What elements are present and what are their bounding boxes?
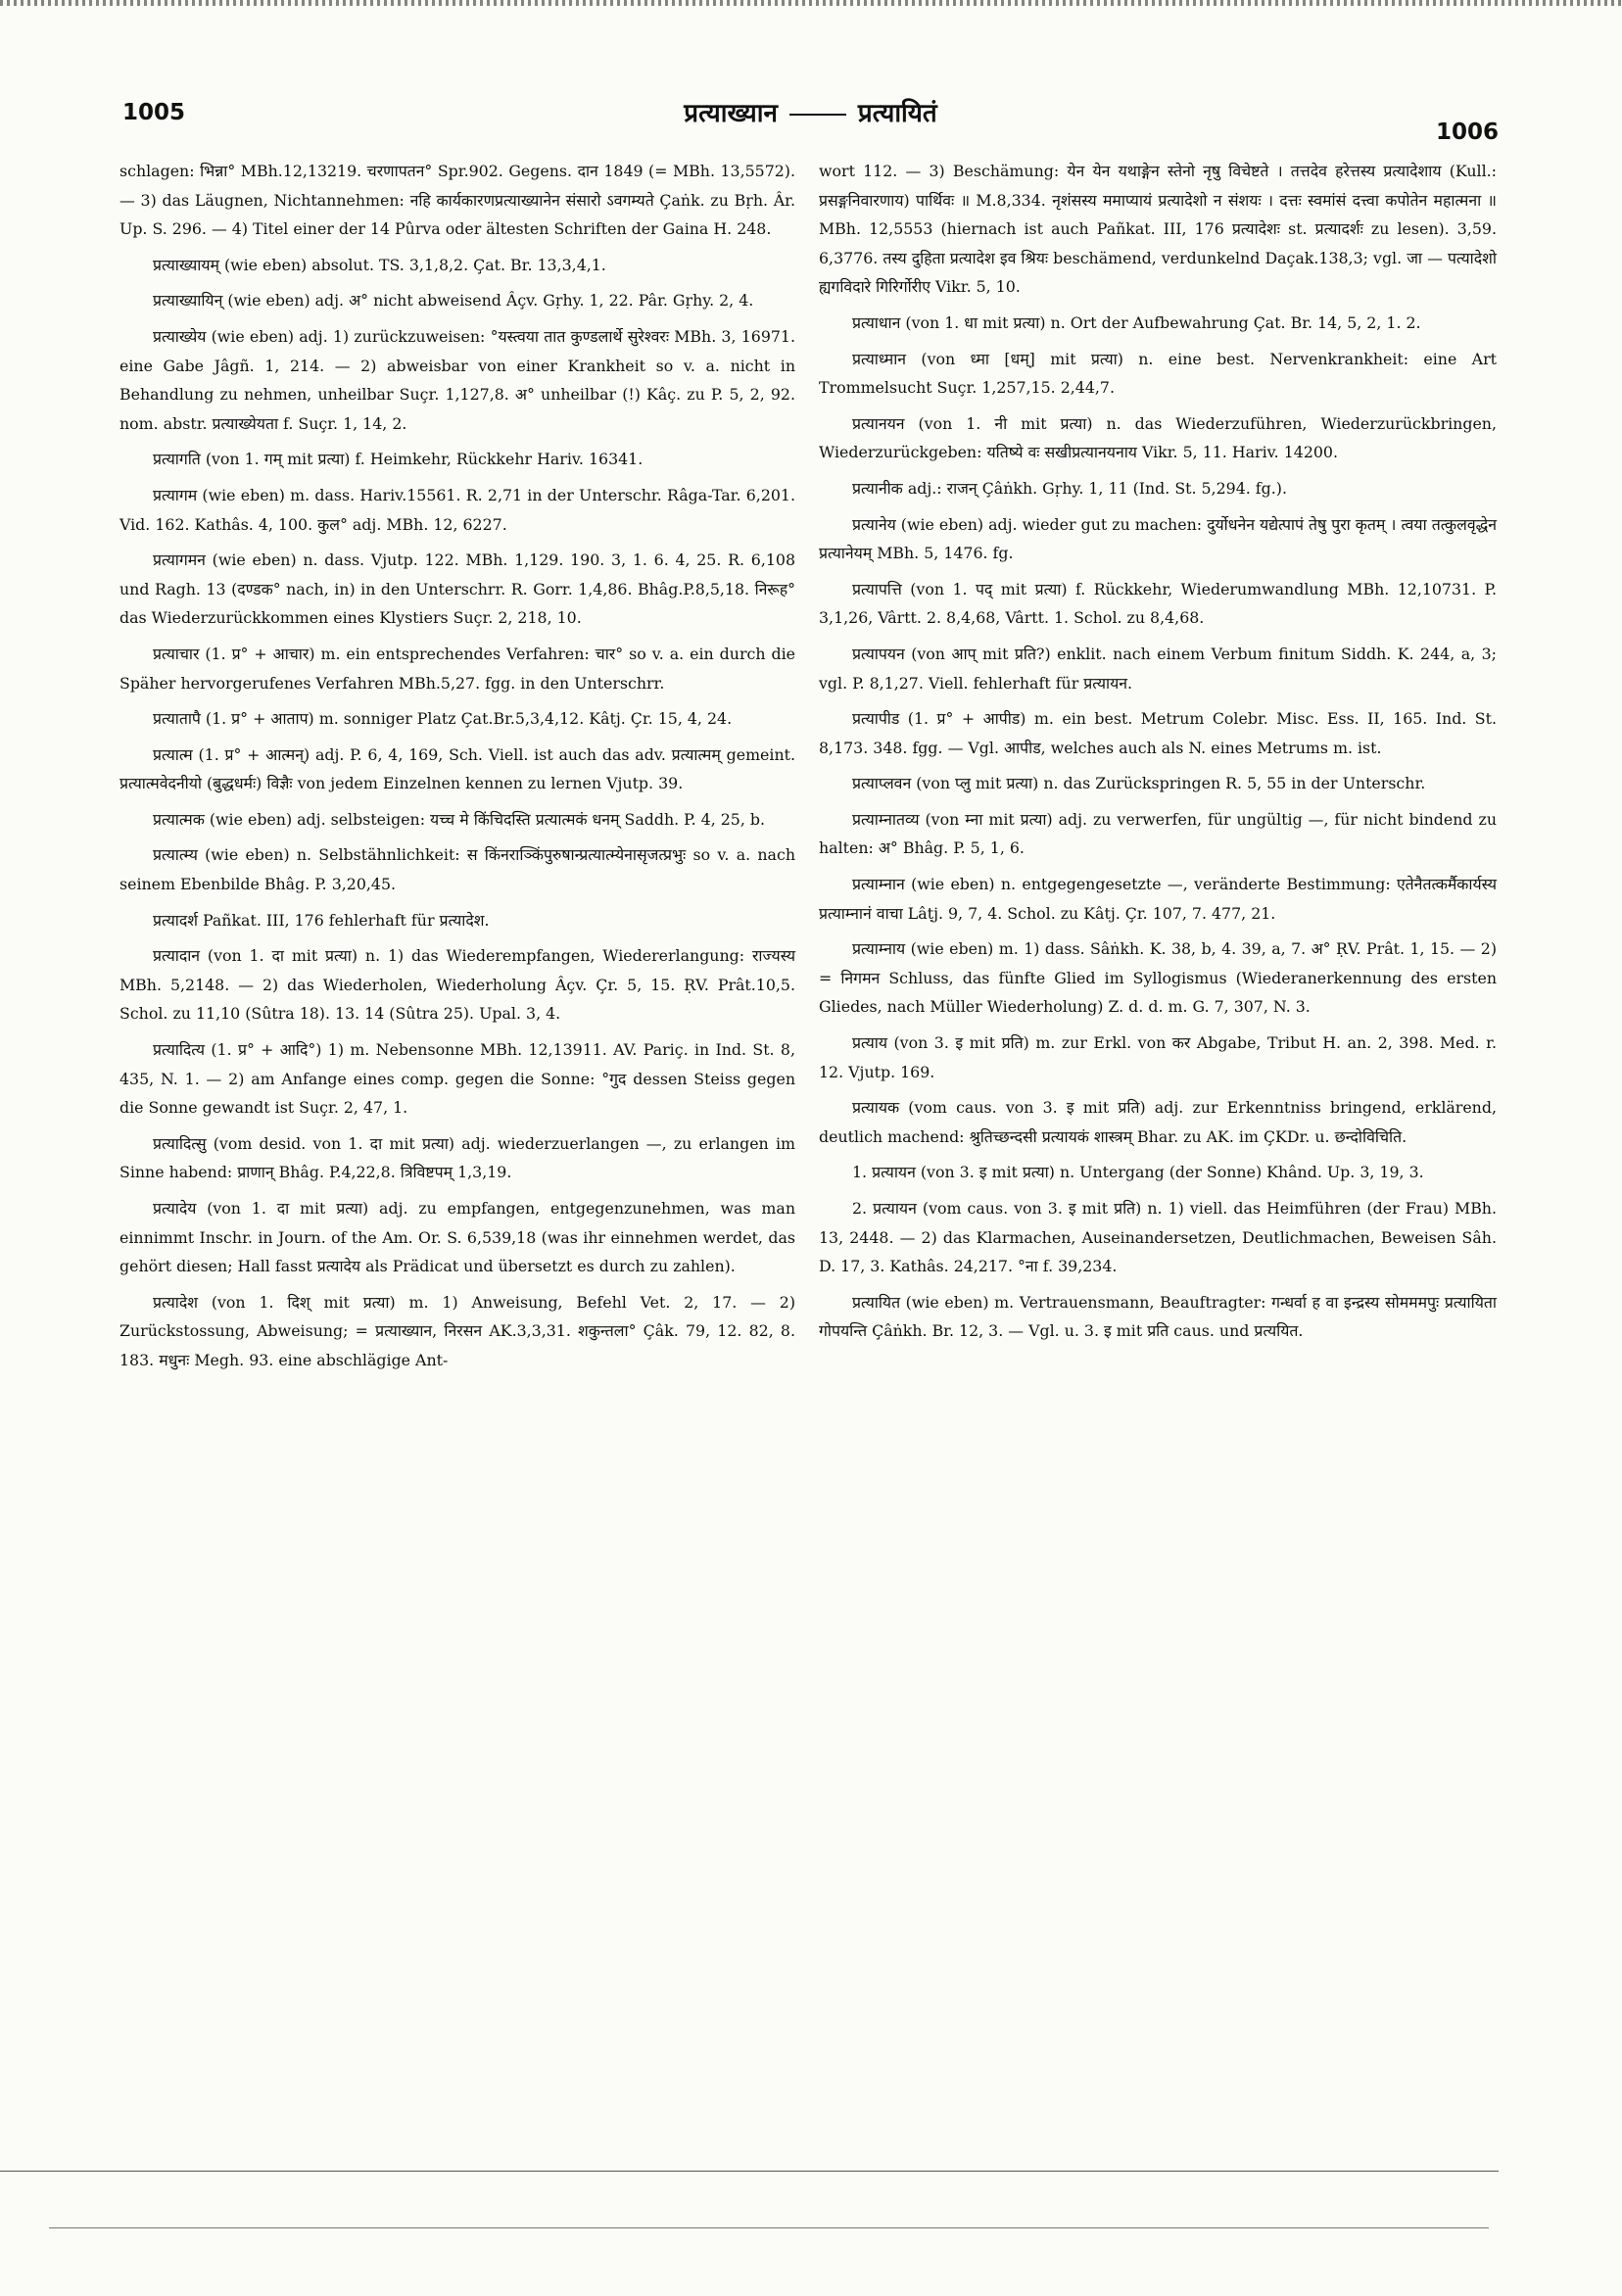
dictionary-entry: प्रत्याम्नान (wie eben) n. entgegengesetzte —, veränderte Bestimmung: एतेनैतत्कर्मैकार्यस्य प्रत्याम्नानं वाचा Lâṭj. 9, 7, 4. Schol. zu Kâtj. Çr. 107, 7. 477, 21. (819, 875, 1497, 923)
dictionary-entry: प्रत्यापत्ति (von 1. पद् mit प्रत्या) f. Rückkehr, Wiederumwandlung MBh. 12,10731. P. 3,1,26, Vârtt. 2. 8,4,68, Vârtt. 1. Schol. zu 8,4,68. (819, 579, 1497, 628)
dictionary-entry: प्रत्यादान (von 1. दा mit प्रत्या) n. 1) das Wiederempfangen, Wiedererlangung: राज्यस्य MBh. 5,2148. — 2) das Wiederholen, Wiederholung Âçv. Çr. 5, 15. ṚV. Prât.10,5. Schol. zu 11,10 (Sûtra 18). 13. 14 (Sûtra 25). Upal. 3, 4. (119, 946, 795, 1024)
dictionary-entry: wort 112. — 3) Beschämung: येन येन यथाङ्गेन स्तेनो नृषु विचेष्टते । तत्तदेव हरेत्तस्य प्रत्यादेशाय (Kull.: प्रसङ्गनिवारणाय) पार्थिवः ॥ M.8,334. नृशंसस्य ममाप्यायं प्रत्यादेशो न संशयः । दत्तः स्वमांसं दत्त्वा कपोतेन महात्मना ॥ MBh. 12,5553 (hiernach ist auch Pañkat. III, 176 प्रत्यादेशः st. प्रत्यादर्शः zu lesen). 3,59. 6,3776. तस्य दुहिता प्रत्यादेश इव श्रियः beschämend, verdunkelnd Daçak.138,3; vgl. जा — पत्यादेशो ह्यगविदारे गिरिर्गोरीए Vikr. 5, 10. (819, 162, 1497, 297)
dictionary-entry: प्रत्यानीक adj.: राजन् Çâṅkh. Gṛhy. 1, 11 (Ind. St. 5,294. fg.). (852, 478, 1287, 498)
dictionary-entry: प्रत्याख्यायिन् (wie eben) adj. अ° nicht abweisend Âçv. Gṛhy. 1, 22. Pâr. Gṛhy. 2, 4. (153, 291, 754, 311)
dictionary-entry: प्रत्यात्म (1. प्र° + आत्मन्) adj. P. 6, 4, 169, Sch. Viell. ist auch das adv. प्रत्यात्मम् gemeint. प्रत्यात्मवेदनीयो (बुद्धधर्मः) विज्ञैः von jedem Einzelnen kennen zu lernen Vjutp. 39. (119, 744, 795, 793)
dictionary-entry: प्रत्याम्नाय (wie eben) m. 1) dass. Sâṅkh. K. 38, b, 4. 39, a, 7. अ° ṚV. Prât. 1, 15. — 2) = निगमन Schluss, das fünfte Glied im Syllogismus (Wiederanerkennung des ersten Gliedes, nach Müller Wiederholung) Z. d. d. m. G. 7, 307, N. 3. (819, 939, 1497, 1017)
running-head (122, 94, 1499, 129)
dictionary-entry: प्रत्याय (von 3. इ mit प्रति) m. zur Erkl. von कर Abgabe, Tribut H. an. 2, 398. Med. r. 12. Vjutp. 169. (819, 1033, 1497, 1081)
dictionary-entry: प्रत्यादेश (von 1. दिश् mit प्रत्या) m. 1) Anweisung, Befehl Vet. 2, 17. — 2) Zurückstossung, Abweisung; = प्रत्याख्यान, निरसन AK.3,3,31. शकुन्तला° Çâk. 79, 12. 82, 8. 183. मधुनः Megh. 93. eine abschlägige Ant- (119, 1292, 795, 1369)
dictionary-entry: प्रत्यापीड (1. प्र° + आपीड) m. ein best. Metrum Colebr. Misc. Ess. II, 165. Ind. St. 8,173. 348. fgg. — Vgl. आपीड, welches auch als N. eines Metrums m. ist. (819, 709, 1497, 757)
running-head-dash (789, 114, 846, 116)
scan-top-edge (0, 0, 1622, 6)
dictionary-entry: प्रत्यात्म्य (wie eben) n. Selbstähnlichkeit: स किंनराञ्किंपुरुषान्प्रत्यात्म्येनासृजत्प्रभुः so v. a. nach seinem Ebenbilde Bhâg. P. 3,20,45. (119, 845, 795, 894)
dictionary-entry: प्रत्यागमन (wie eben) n. dass. Vjutp. 122. MBh. 1,129. 190. 3, 1. 6. 4, 25. R. 6,108 und Ragh. 13 (दण्डक° nach, in) in den Unterschrr. R. Gorr. 1,4,86. Bhâg.P.8,5,18. निरूह° das Wiederzurückkommen eines Klystiers Suçr. 2, 218, 10. (119, 550, 795, 628)
dictionary-entry: प्रत्यायक (vom caus. von 3. इ mit प्रति) adj. zur Erkenntniss bringend, erklärend, deutlich machend: श्रुतिच्छन्दसी प्रत्यायकं शास्त्रम् Bhar. zu AK. im ÇKDr. u. छन्दोविचिति. (819, 1098, 1497, 1146)
dictionary-entry: प्रत्याचार (1. प्र° + आचार) m. ein entsprechendes Verfahren: चार° so v. a. ein durch die Späher hervorgerufenes Verfahren MBh.5,27. fgg. in den Unterschrr. (119, 644, 795, 693)
page-number-right: 1006 (1435, 120, 1499, 145)
right-column (819, 157, 1497, 1353)
page-number-left: 1005 (122, 100, 186, 125)
dictionary-entry: प्रत्याख्यायम् (wie eben) absolut. TS. 3,1,8,2. Çat. Br. 13,3,4,1. (153, 255, 606, 274)
dictionary-entry: schlagen: भिन्ना° MBh.12,13219. चरणापतन° Spr.902. Gegens. दान 1849 (= MBh. 13,5572). — 3) das Läugnen, Nichtannehmen: नहि कार्यकारणप्रत्याख्यानेन संसारो ऽवगम्यते Çaṅk. zu Bṛh. Âr. Up. S. 296. — 4) Titel einer der 14 Pûrva oder ältesten Schriften der Gaina H. 248. (119, 162, 795, 239)
dictionary-entry: प्रत्यायित (wie eben) m. Vertrauensmann, Beauftragter: गन्धर्वा ह वा इन्द्रस्य सोमममपुः प्रत्यायिता गोपयन्ति Çâṅkh. Br. 12, 3. — Vgl. u. 3. इ mit प्रति caus. und प्रत्ययित. (819, 1292, 1497, 1341)
dictionary-entry: प्रत्याम्नातव्य (von म्ना mit प्रत्या) adj. zu verwerfen, für ungültig —, für nicht bindend zu halten: अ° Bhâg. P. 5, 1, 6. (819, 809, 1497, 858)
page-header (122, 94, 1499, 145)
dictionary-entry: प्रत्यानयन (von 1. नी mit प्रत्या) n. das Wiederzuführen, Wiederzurückbringen, Wiederzurückgeben: यतिष्ये वः सखीप्रत्यानयनाय Vikr. 5, 11. Hariv. 14200. (819, 413, 1497, 462)
dictionary-entry: प्रत्यादर्श Pañkat. III, 176 fehlerhaft für प्रत्यादेश. (153, 910, 490, 930)
running-head-left: प्रत्याख्यान (684, 99, 778, 128)
bottom-rule-2 (49, 2227, 1489, 2228)
dictionary-entry: 2. प्रत्यायन (vom caus. von 3. इ mit प्रति) n. 1) viell. das Heimführen (der Frau) MBh. 13, 2448. — 2) das Klarmachen, Auseinandersetzen, Deutlichmachen, Beweisen Sâh. D. 17, 3. Kathâs. 24,217. °ना f. 39,234. (819, 1199, 1497, 1276)
bottom-rule (0, 2171, 1499, 2172)
dictionary-entry: प्रत्यानेय (wie eben) adj. wieder gut zu machen: दुर्योधनेन यद्येत्पापं तेषु पुरा कृतम् । त्वया तत्कुलवृद्धेन प्रत्यानेयम् MBh. 5, 1476. fg. (819, 514, 1497, 563)
dictionary-entry: प्रत्यागति (von 1. गम् mit प्रत्या) f. Heimkehr, Rückkehr Hariv. 16341. (153, 450, 644, 469)
left-column (119, 157, 795, 1382)
dictionary-entry: प्रत्याध्मान (von ध्मा [धम्] mit प्रत्या) n. eine best. Nervenkrankheit: eine Art Trommelsucht Suçr. 1,257,15. 2,44,7. (819, 349, 1497, 398)
dictionary-entry: प्रत्यातापै (1. प्र° + आताप) m. sonniger Platz Çat.Br.5,3,4,12. Kâtj. Çr. 15, 4, 24. (153, 709, 733, 729)
dictionary-entry: प्रत्यादित्य (1. प्र° + आदि°) 1) m. Nebensonne MBh. 12,13911. AV. Pariç. in Ind. St. 8, 435, N. 1. — 2) am Anfange eines comp. gegen die Sonne: °गुद dessen Steiss gegen die Sonne gewandt ist Suçr. 2, 47, 1. (119, 1040, 795, 1118)
dictionary-entry: प्रत्यात्मक (wie eben) adj. selbsteigen: यच्च मे किंचिदस्ति प्रत्यात्मकं धनम् Saddh. P. 4, 25, b. (153, 809, 766, 829)
running-head-right: प्रत्यायितं (857, 99, 937, 128)
dictionary-entry: प्रत्यादित्सु (vom desid. von 1. दा mit प्रत्या) adj. wiederzuerlangen —, zu erlangen im Sinne habend: प्राणान् Bhâg. P.4,22,8. त्रिविष्टपम् 1,3,19. (119, 1133, 795, 1182)
dictionary-entry: प्रत्याप्लवन (von प्लु mit प्रत्या) n. das Zurückspringen R. 5, 55 in der Unterschr. (852, 774, 1426, 793)
dictionary-entry: 1. प्रत्यायन (von 3. इ mit प्रत्या) n. Untergang (der Sonne) Khând. Up. 3, 19, 3. (852, 1163, 1424, 1182)
dictionary-entry: प्रत्याधान (von 1. धा mit प्रत्या) n. Ort der Aufbewahrung Çat. Br. 14, 5, 2, 1. 2. (852, 312, 1421, 332)
dictionary-entry: प्रत्यागम (wie eben) m. dass. Hariv.15561. R. 2,71 in der Unterschr. Râga-Tar. 6,201. Vid. 162. Kathâs. 4, 100. कुल° adj. MBh. 12, 6227. (119, 485, 795, 534)
dictionary-entry: प्रत्यादेय (von 1. दा mit प्रत्या) adj. zu empfangen, entgegenzunehmen, was man einnimmt Inschr. in Journ. of the Am. Or. S. 6,539,18 (was ihr einnehmen werdet, das gehört diesen; Hall fasst प्रत्यादेय als Prädicat und übersetzt es durch zu zahlen). (119, 1199, 795, 1276)
dictionary-entry: प्रत्यापयन (von आप् mit प्रति?) enklit. nach einem Verbum finitum Siddh. K. 244, a, 3; vgl. P. 8,1,27. Viell. fehlerhaft für प्रत्यायन. (819, 644, 1497, 693)
dictionary-entry: प्रत्याख्येय (wie eben) adj. 1) zurückzuweisen: °यस्त्वया तात कुण्डलार्थे सुरेश्वरः MBh. 3, 16971. eine Gabe Jâgñ. 1, 214. — 2) abweisbar von einer Krankheit so v. a. nicht in Behandlung zu nehmen, unheilbar Suçr. 1,127,8. अ° unheilbar (!) Kâç. zu P. 5, 2, 92. nom. abstr. प्रत्याख्येयता f. Suçr. 1, 14, 2. (119, 326, 795, 433)
